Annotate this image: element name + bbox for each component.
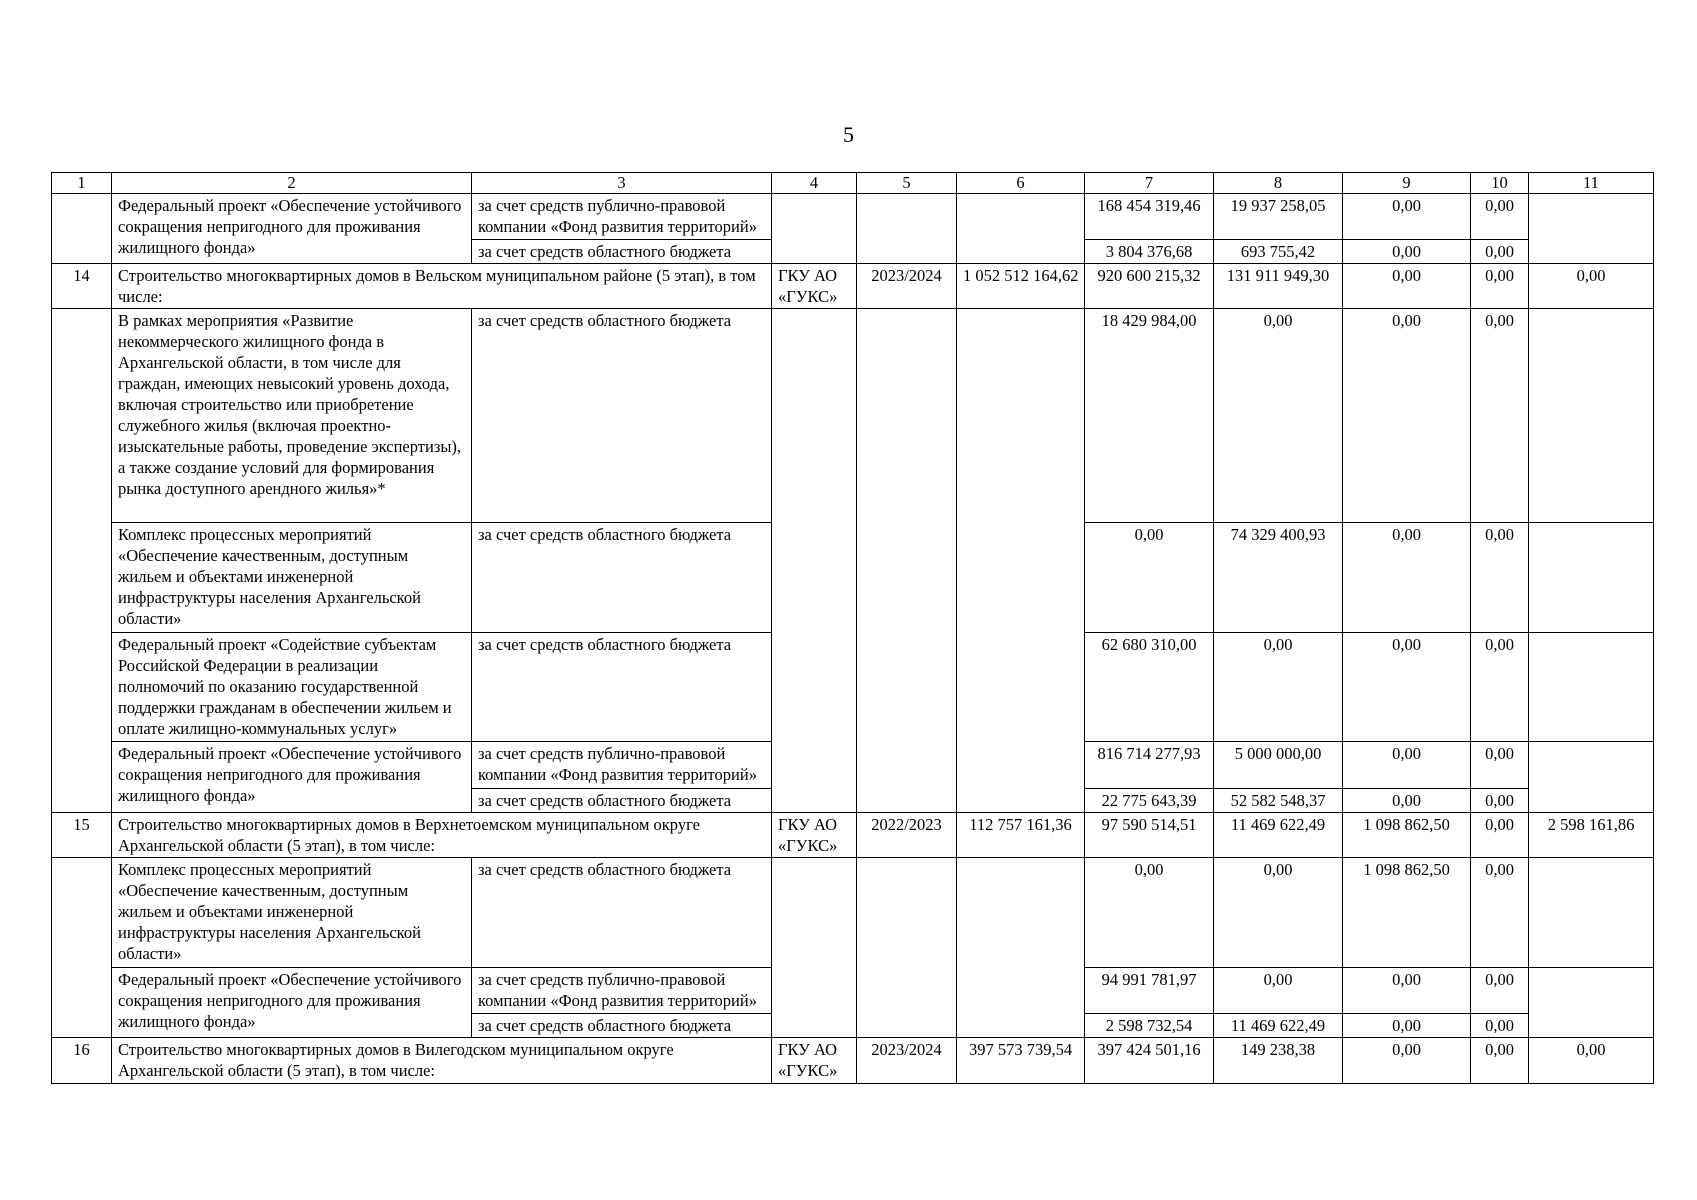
table-row: [52, 309, 1654, 523]
amount-cell: 97 590 514,51: [1085, 813, 1214, 858]
customer-cell: [772, 309, 857, 813]
period: 2023/2024: [857, 264, 957, 309]
amount-cell: 0,00: [1343, 1014, 1471, 1038]
column-header: 3: [472, 173, 772, 194]
amount-cell: [1529, 742, 1654, 813]
total-cell: [957, 309, 1085, 813]
funding-source: за счет средств публично-правовой компании «Фонд развития территорий»: [472, 968, 772, 1014]
amount-cell: 0,00: [1471, 789, 1529, 813]
table-row: [52, 858, 1654, 968]
amount-cell: [1529, 194, 1654, 264]
sub-measure-name: Федеральный проект «Обеспечение устойчивого сокращения непригодного для проживания жилищного фонда»: [112, 742, 472, 813]
amount-cell: 0,00: [1471, 523, 1529, 633]
sub-measure-name: Федеральный проект «Содействие субъектам Российской Федерации в реализации полномочий по оказанию государственной поддержки гражданам в обеспечении жильем и оплате жилищно-коммунальных услуг»: [112, 633, 472, 742]
customer: ГКУ АО «ГУКС»: [772, 1038, 857, 1084]
amount-cell: 0,00: [1343, 240, 1471, 264]
sub-measure-name: Комплекс процессных мероприятий «Обеспечение качественным, доступным жильем и объектами инженерной инфраструктуры населения Архангельской области»: [112, 858, 472, 968]
amount-cell: 0,00: [1471, 858, 1529, 968]
amount-cell: 62 680 310,00: [1085, 633, 1214, 742]
amount-cell: 0,00: [1471, 633, 1529, 742]
amount-cell: 0,00: [1343, 742, 1471, 789]
project-name: Федеральный проект «Обеспечение устойчивого сокращения непригодного для проживания жилищного фонда»: [112, 194, 472, 264]
amount-cell: 0,00: [1085, 858, 1214, 968]
amount-cell: 5 000 000,00: [1214, 742, 1343, 789]
funding-source: за счет средств областного бюджета: [472, 309, 772, 523]
table-row: [52, 264, 1654, 309]
amount-cell: 0,00: [1471, 1014, 1529, 1038]
sub-measure-name: Федеральный проект «Обеспечение устойчивого сокращения непригодного для проживания жилищного фонда»: [112, 968, 472, 1038]
column-number-row: [52, 173, 1654, 194]
amount-cell: [1529, 968, 1654, 1038]
amount-cell: [1529, 858, 1654, 968]
amount-cell: 168 454 319,46: [1085, 194, 1214, 240]
budget-table: [51, 172, 1654, 1084]
funding-source: за счет средств публично-правовой компании «Фонд развития территорий»: [472, 742, 772, 789]
period-cell: [857, 858, 957, 1038]
column-header: 2: [112, 173, 472, 194]
customer: ГКУ АО «ГУКС»: [772, 264, 857, 309]
total-cost: 397 573 739,54: [957, 1038, 1085, 1084]
amount-cell: 0,00: [1343, 309, 1471, 523]
amount-cell: 0,00: [1343, 633, 1471, 742]
table-row: [52, 1038, 1654, 1084]
table-row: [52, 194, 1654, 240]
sub-measure-name: В рамках мероприятия «Развитие некоммерческого жилищного фонда в Архангельской области, в том числе для граждан, имеющих невысокий уровень дохода, включая строительство или приобретение служебного жилья (включая проектно-изыскательные работы, проведение экспертизы), а также создание условий для формирования рынка доступного арендного жилья»*: [112, 309, 472, 523]
amount-cell: 0,00: [1471, 264, 1529, 309]
amount-cell: 0,00: [1471, 1038, 1529, 1084]
funding-source: за счет средств областного бюджета: [472, 633, 772, 742]
amount-cell: 2 598 161,86: [1529, 813, 1654, 858]
customer: ГКУ АО «ГУКС»: [772, 813, 857, 858]
amount-cell: 11 469 622,49: [1214, 813, 1343, 858]
column-header: 7: [1085, 173, 1214, 194]
amount-cell: 0,00: [1214, 858, 1343, 968]
row-number-cell: [52, 309, 112, 813]
amount-cell: 0,00: [1529, 1038, 1654, 1084]
row-number-cell: [52, 194, 112, 264]
column-header: 5: [857, 173, 957, 194]
amount-cell: 131 911 949,30: [1214, 264, 1343, 309]
object-name: Строительство многоквартирных домов в Вельском муниципальном районе (5 этап), в том числе:: [112, 264, 772, 309]
amount-cell: 0,00: [1471, 240, 1529, 264]
column-header: 11: [1529, 173, 1654, 194]
amount-cell: 2 598 732,54: [1085, 1014, 1214, 1038]
column-header: 8: [1214, 173, 1343, 194]
customer-cell: [772, 194, 857, 264]
total-cost: 1 052 512 164,62: [957, 264, 1085, 309]
funding-source: за счет средств областного бюджета: [472, 523, 772, 633]
amount-cell: 816 714 277,93: [1085, 742, 1214, 789]
amount-cell: 52 582 548,37: [1214, 789, 1343, 813]
amount-cell: [1529, 523, 1654, 633]
amount-cell: 74 329 400,93: [1214, 523, 1343, 633]
funding-source: за счет средств областного бюджета: [472, 240, 772, 264]
amount-cell: 0,00: [1343, 523, 1471, 633]
amount-cell: 693 755,42: [1214, 240, 1343, 264]
amount-cell: 0,00: [1343, 789, 1471, 813]
amount-cell: 19 937 258,05: [1214, 194, 1343, 240]
page-number: 5: [843, 122, 854, 147]
funding-source: за счет средств публично-правовой компании «Фонд развития территорий»: [472, 194, 772, 240]
amount-cell: 0,00: [1471, 309, 1529, 523]
amount-cell: 3 804 376,68: [1085, 240, 1214, 264]
amount-cell: 0,00: [1471, 813, 1529, 858]
sub-measure-name: Комплекс процессных мероприятий «Обеспечение качественным, доступным жильем и объектами инженерной инфраструктуры населения Архангельской области»: [112, 523, 472, 633]
column-header: 9: [1343, 173, 1471, 194]
amount-cell: [1529, 633, 1654, 742]
amount-cell: 94 991 781,97: [1085, 968, 1214, 1014]
period: 2023/2024: [857, 1038, 957, 1084]
amount-cell: 0,00: [1471, 194, 1529, 240]
total-cell: [957, 194, 1085, 264]
funding-source: за счет средств областного бюджета: [472, 1014, 772, 1038]
amount-cell: 149 238,38: [1214, 1038, 1343, 1084]
period-cell: [857, 194, 957, 264]
amount-cell: 22 775 643,39: [1085, 789, 1214, 813]
funding-source: за счет средств областного бюджета: [472, 858, 772, 968]
amount-cell: 0,00: [1085, 523, 1214, 633]
column-header: 4: [772, 173, 857, 194]
period-cell: [857, 309, 957, 813]
amount-cell: 397 424 501,16: [1085, 1038, 1214, 1084]
funding-source: за счет средств областного бюджета: [472, 789, 772, 813]
amount-cell: 0,00: [1471, 742, 1529, 789]
amount-cell: [1529, 309, 1654, 523]
object-name: Строительство многоквартирных домов в Верхнетоемском муниципальном округе Архангельской области (5 этап), в том числе:: [112, 813, 772, 858]
amount-cell: 1 098 862,50: [1343, 813, 1471, 858]
amount-cell: 11 469 622,49: [1214, 1014, 1343, 1038]
total-cell: [957, 858, 1085, 1038]
column-header: 6: [957, 173, 1085, 194]
row-number-cell: [52, 858, 112, 1038]
table-row: [52, 813, 1654, 858]
amount-cell: 0,00: [1214, 633, 1343, 742]
amount-cell: 920 600 215,32: [1085, 264, 1214, 309]
amount-cell: 0,00: [1214, 309, 1343, 523]
column-header: 10: [1471, 173, 1529, 194]
row-number: 16: [52, 1038, 112, 1084]
row-number: 15: [52, 813, 112, 858]
amount-cell: 0,00: [1343, 264, 1471, 309]
amount-cell: 0,00: [1529, 264, 1654, 309]
amount-cell: 0,00: [1343, 968, 1471, 1014]
amount-cell: 0,00: [1343, 194, 1471, 240]
amount-cell: 0,00: [1214, 968, 1343, 1014]
amount-cell: 0,00: [1471, 968, 1529, 1014]
amount-cell: 18 429 984,00: [1085, 309, 1214, 523]
customer-cell: [772, 858, 857, 1038]
column-header: 1: [52, 173, 112, 194]
period: 2022/2023: [857, 813, 957, 858]
total-cost: 112 757 161,36: [957, 813, 1085, 858]
row-number: 14: [52, 264, 112, 309]
amount-cell: 1 098 862,50: [1343, 858, 1471, 968]
amount-cell: 0,00: [1343, 1038, 1471, 1084]
object-name: Строительство многоквартирных домов в Вилегодском муниципальном округе Архангельской области (5 этап), в том числе:: [112, 1038, 772, 1084]
